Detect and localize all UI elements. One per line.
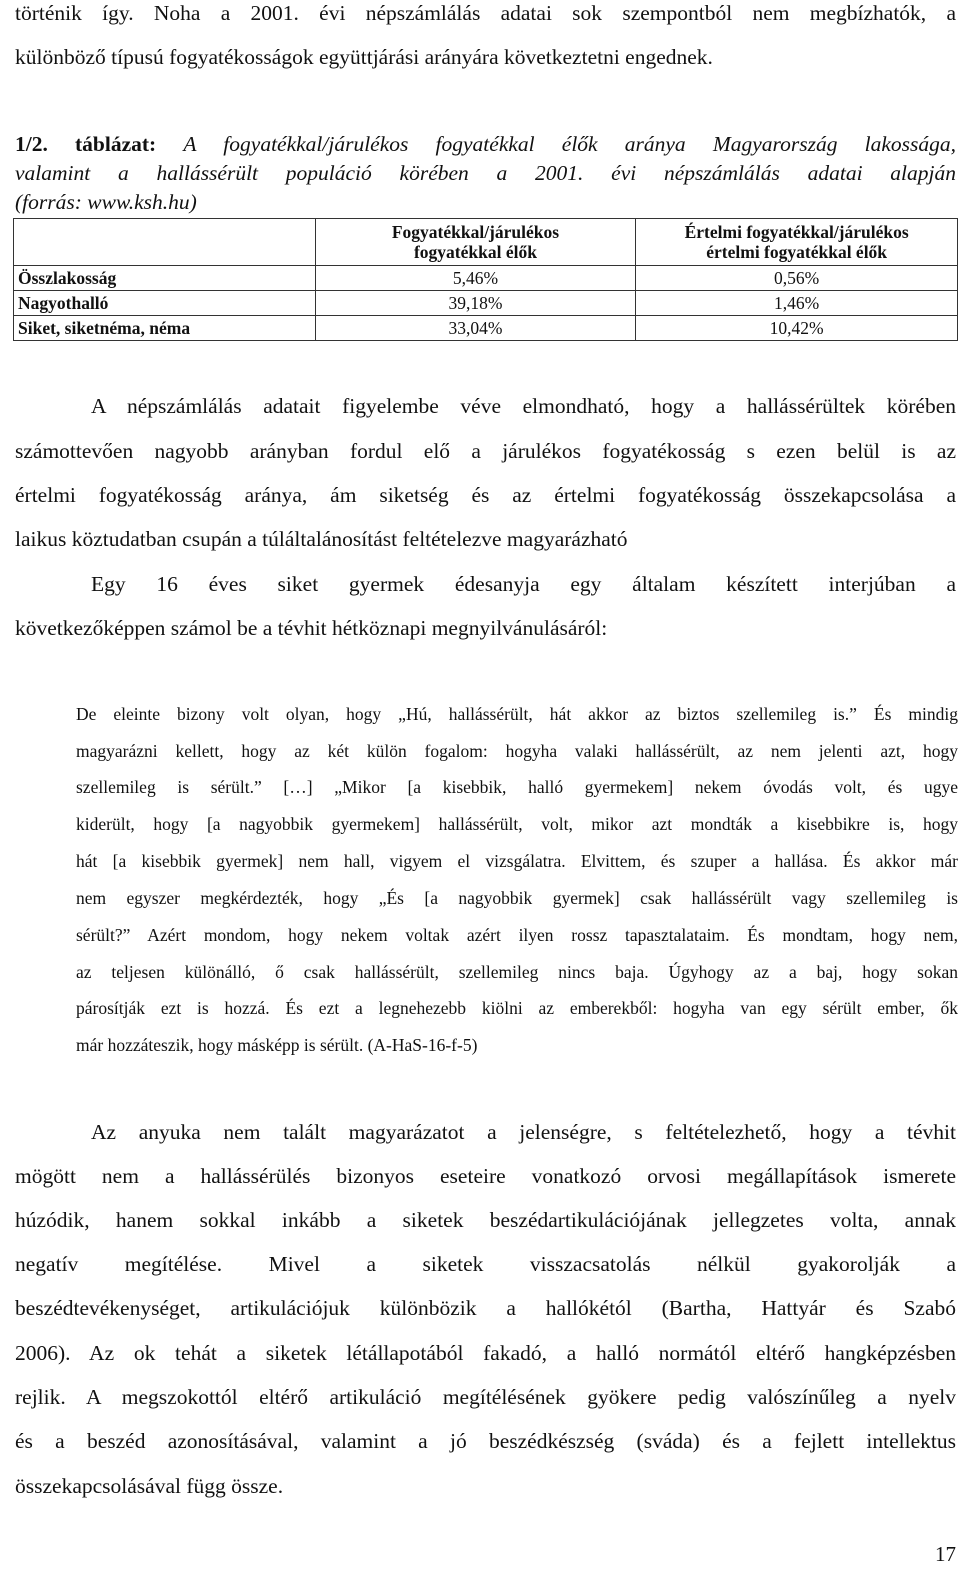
- quote-line: hát [a kisebbik gyermek] nem hall, vigyem el vizsgálatra. Elvittem, és szuper a hallása. És akkor már: [76, 851, 958, 871]
- table-header-col2: [636, 219, 958, 266]
- row-label: Összlakosság: [14, 266, 316, 291]
- quote-line: az teljesen különálló, ő csak hallássérült, szellemileg nincs baja. Úgyhogy az a baj, hogy sokan: [76, 962, 958, 982]
- paragraph-1-line-4: laikus köztudatban csupán a túláltalánosítást feltételezve magyarázható: [15, 527, 628, 551]
- quote-line: magyarázni kellett, hogy az két külön fogalom: hogyha valaki hallássérült, az nem jelenti azt, hogy: [76, 741, 958, 761]
- paragraph-3-line-5: beszédtevékenységet, artikulációjuk különbözik a hallókétól (Bartha, Hattyár és Szabó: [15, 1296, 956, 1320]
- row-value-1: 33,04%: [315, 316, 636, 341]
- table-caption-label: 1/2. táblázat:: [15, 132, 157, 156]
- header-col2-line2: értelmi fogyatékkal élők: [706, 242, 888, 262]
- table-caption-title: A fogyatékkal/járulékos fogyatékkal élők aránya Magyarország lakossága,: [183, 132, 956, 156]
- table-caption-line-2: valamint a hallássérült populáció körében a 2001. évi népszámlálás adatai alapján: [15, 161, 956, 185]
- paragraph-1-line-2: számottevően nagyobb arányban fordul elő a járulékos fogyatékosság s ezen belül is az: [15, 439, 956, 463]
- intro-line-1: történik így. Noha a 2001. évi népszámlálás adatai sok szempontból nem megbízhatók, a: [15, 1, 956, 25]
- quote-line: szellemileg is sérült.” […] „Mikor [a kisebbik, halló gyermekem] nekem óvodás volt, és ugye: [76, 777, 958, 797]
- row-value-2: 1,46%: [636, 291, 958, 316]
- paragraph-3-line-8: és a beszéd azonosításával, valamint a jó beszédkészség (sváda) és a fejlett intellektus: [15, 1429, 956, 1453]
- paragraph-1-line-3: értelmi fogyatékosság aránya, ám siketség és az értelmi fogyatékosság összekapcsolása a: [15, 483, 956, 507]
- quote-line: már hozzáteszik, hogy másképp is sérült. (A-HaS-16-f-5): [76, 1035, 478, 1055]
- quote-line: párosítják ezt is hozzá. És ezt a legnehezebb kiölni az emberekből: hogyha van egy sérült ember, ők: [76, 998, 958, 1018]
- paragraph-3-line-6: 2006). Az ok tehát a siketek létállapotából fakadó, a halló normától eltérő hangképzésben: [15, 1341, 956, 1365]
- paragraph-3-line-3: húzódik, hanem sokkal inkább a siketek beszédartikulációjának jellegzetes volta, annak: [15, 1208, 956, 1232]
- paragraph-2-line-2: következőképpen számol be a tévhit hétköznapi megnyilvánulásáról:: [15, 616, 608, 640]
- quote-line: nem egyszer megkérdezték, hogy „És [a nagyobbik gyermek] csak hallássérült vagy szellemileg is: [76, 888, 958, 908]
- intro-line-2: különböző típusú fogyatékosságok együttjárási arányára következtetni engednek.: [15, 45, 713, 69]
- header-col1-line2: fogyatékkal élők: [413, 242, 537, 262]
- table-caption-line-1: [15, 131, 956, 157]
- paragraph-3-line-7: rejlik. A megszokottól eltérő artikuláció megítélésének gyökere pedig valószínűleg a nyelv: [15, 1385, 956, 1409]
- paragraph-1-line-1: A népszámlálás adatait figyelembe véve elmondható, hogy a hallássérültek körében: [91, 394, 956, 418]
- row-value-1: 39,18%: [315, 291, 636, 316]
- row-label: Siket, siketnéma, néma: [14, 316, 316, 341]
- paragraph-3-line-9: összekapcsolásával függ össze.: [15, 1474, 284, 1498]
- header-col2-line1: Értelmi fogyatékkal/járulékos: [684, 222, 909, 242]
- paragraph-2-line-1: Egy 16 éves siket gyermek édesanyja egy általam készített interjúban a: [91, 572, 956, 596]
- table-row: [14, 316, 958, 341]
- paragraph-3-line-4: negatív megítélése. Mivel a siketek visszacsatolás nélkül gyakorolják a: [15, 1252, 956, 1276]
- table-caption-line-3: (forrás: www.ksh.hu): [15, 190, 197, 214]
- table-row: [14, 266, 958, 291]
- quote-line: De eleinte bizony volt olyan, hogy „Hú, hallássérült, hát akkor az biztos szellemileg is.” És mindig: [76, 704, 958, 724]
- row-value-2: 10,42%: [636, 316, 958, 341]
- row-label: Nagyothalló: [14, 291, 316, 316]
- table-header-col1: [315, 219, 636, 266]
- quote-line: sérült?” Azért mondom, hogy nekem voltak azért ilyen rossz tapasztalataim. És mondtam, hogy nem,: [76, 925, 958, 945]
- row-value-1: 5,46%: [315, 266, 636, 291]
- table-header-row: [14, 219, 958, 266]
- paragraph-3-line-1: Az anyuka nem talált magyarázatot a jelenségre, s feltételezhető, hogy a tévhit: [91, 1120, 956, 1144]
- census-table: [13, 218, 958, 341]
- table-row: [14, 291, 958, 316]
- table-header-empty: [14, 219, 316, 266]
- header-col1-line1: Fogyatékkal/járulékos: [391, 222, 560, 242]
- page-number: 17: [935, 1542, 956, 1566]
- paragraph-3-line-2: mögött nem a hallássérülés bizonyos eseteire vonatkozó orvosi megállapítások ismerete: [15, 1164, 956, 1188]
- row-value-2: 0,56%: [636, 266, 958, 291]
- quote-line: kiderült, hogy [a nagyobbik gyermekem] hallássérült, volt, mikor azt mondták a kisebbikre is, hogy: [76, 814, 958, 834]
